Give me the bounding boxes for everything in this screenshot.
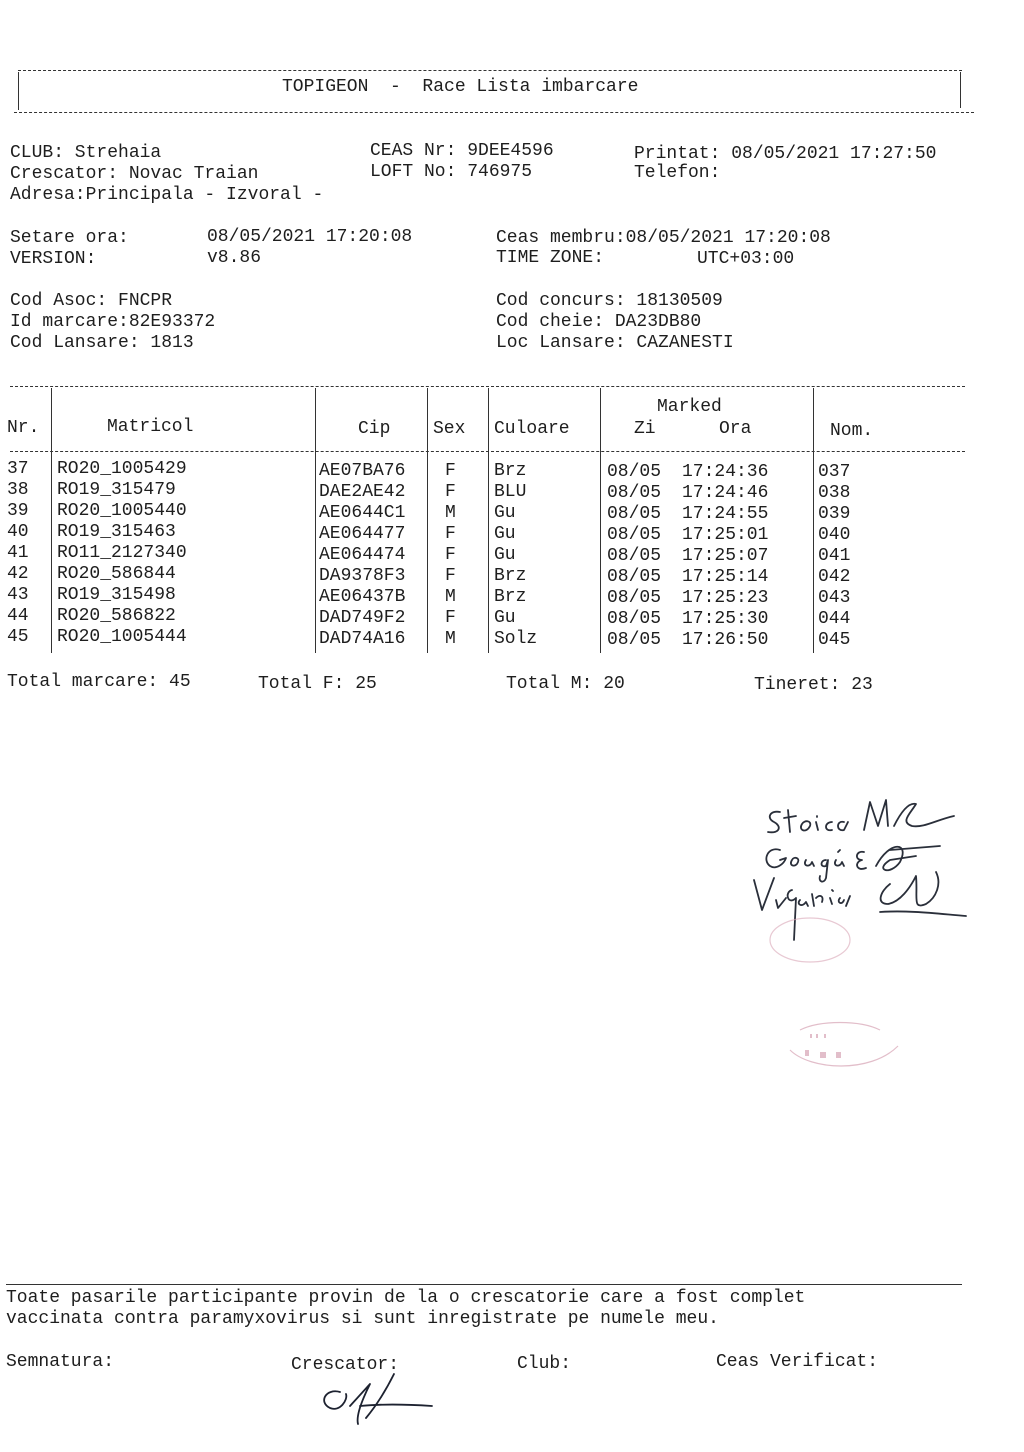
- row-culoare: Gu: [494, 608, 516, 628]
- row-nr: 40: [7, 522, 29, 542]
- tineret: Tineret: 23: [754, 675, 873, 695]
- setare-ora-label: Setare ora:: [10, 228, 129, 248]
- semnatura-label: Semnatura:: [6, 1352, 115, 1372]
- row-zi: 08/05: [607, 630, 662, 650]
- row-cip: AE06437B: [319, 587, 406, 607]
- row-nom: 040: [818, 525, 851, 545]
- row-matricol: RO20_1005444: [57, 627, 187, 647]
- cod-asoc: Cod Asoc: FNCPR: [10, 291, 173, 311]
- row-matricol: RO11_2127340: [57, 543, 187, 563]
- col-header-cip: Cip: [358, 419, 391, 439]
- row-nr: 45: [7, 627, 29, 647]
- footer-rule: [6, 1284, 962, 1285]
- row-sex: F: [445, 524, 456, 544]
- row-zi: 08/05: [607, 525, 662, 545]
- ceas-membru: Ceas membru:08/05/2021 17:20:08: [496, 228, 831, 248]
- row-ora: 17:25:14: [682, 567, 769, 587]
- id-marcare: Id marcare:82E93372: [10, 312, 216, 332]
- ceas-nr: CEAS Nr: 9DEE4596: [370, 141, 554, 161]
- row-sex: F: [445, 482, 456, 502]
- row-cip: AE064477: [319, 524, 406, 544]
- row-nr: 44: [7, 606, 29, 626]
- crescator-signature: [310, 1366, 440, 1436]
- cod-cheie: Cod cheie: DA23DB80: [496, 312, 702, 332]
- row-matricol: RO20_1005440: [57, 501, 187, 521]
- row-ora: 17:25:01: [682, 525, 769, 545]
- row-ora: 17:25:30: [682, 609, 769, 629]
- declaration-line-1: Toate pasarile participante provin de la o crescatorie care a fost complet: [6, 1288, 806, 1308]
- row-culoare: Brz: [494, 461, 527, 481]
- row-cip: DAD749F2: [319, 608, 406, 628]
- row-ora: 17:24:36: [682, 462, 769, 482]
- row-culoare: BLU: [494, 482, 527, 502]
- row-matricol: RO20_1005429: [57, 459, 187, 479]
- row-sex: M: [445, 587, 456, 607]
- row-nom: 038: [818, 483, 851, 503]
- faded-stamp: [780, 1010, 910, 1080]
- col-header-culoare: Culoare: [494, 419, 570, 439]
- row-culoare: Gu: [494, 524, 516, 544]
- row-zi: 08/05: [607, 504, 662, 524]
- row-nr: 39: [7, 501, 29, 521]
- row-nr: 42: [7, 564, 29, 584]
- row-culoare: Brz: [494, 566, 527, 586]
- col-header-nom: Nom.: [830, 421, 874, 441]
- row-ora: 17:25:07: [682, 546, 769, 566]
- row-nom: 044: [818, 609, 851, 629]
- row-sex: F: [445, 608, 456, 628]
- ceas-verificat-label: Ceas Verificat:: [716, 1352, 879, 1372]
- row-nom: 039: [818, 504, 851, 524]
- club-label: Club:: [517, 1354, 572, 1374]
- row-sex: M: [445, 629, 456, 649]
- row-cip: DAD74A16: [319, 629, 406, 649]
- row-cip: AE07BA76: [319, 461, 406, 481]
- col-sep-4: [488, 388, 489, 653]
- col-sep-6: [813, 388, 814, 653]
- table-top-border: [10, 386, 965, 387]
- printat: Printat: 08/05/2021 17:27:50: [634, 144, 937, 164]
- row-culoare: Solz: [494, 629, 538, 649]
- row-cip: AE0644C1: [319, 503, 406, 523]
- row-nom: 042: [818, 567, 851, 587]
- row-nom: 043: [818, 588, 851, 608]
- col-header-matricol: Matricol: [107, 417, 194, 437]
- header-left-border: [18, 72, 19, 110]
- col-header-zi: Zi: [634, 419, 656, 439]
- row-culoare: Gu: [494, 545, 516, 565]
- total-m: Total M: 20: [506, 674, 625, 694]
- col-header-marked: Marked: [657, 397, 722, 417]
- cod-lansare: Cod Lansare: 1813: [10, 333, 194, 353]
- row-sex: M: [445, 503, 456, 523]
- row-cip: AE064474: [319, 545, 406, 565]
- time-zone-value: UTC+03:00: [697, 249, 795, 269]
- crescator-line: Crescator: Novac Traian: [10, 164, 259, 184]
- row-zi: 08/05: [607, 483, 662, 503]
- cod-concurs: Cod concurs: 18130509: [496, 291, 723, 311]
- loft-no: LOFT No: 746975: [370, 162, 533, 182]
- col-sep-3: [427, 388, 428, 653]
- col-header-ora: Ora: [719, 419, 752, 439]
- col-header-nr: Nr.: [7, 418, 40, 438]
- row-matricol: RO20_586822: [57, 606, 176, 626]
- col-sep-1: [51, 388, 52, 653]
- header-right-border: [960, 72, 961, 108]
- total-marcare: Total marcare: 45: [7, 672, 191, 692]
- handwritten-signatures: [740, 780, 990, 980]
- adresa-line: Adresa:Principala - Izvoral -: [10, 185, 324, 205]
- row-zi: 08/05: [607, 588, 662, 608]
- row-nr: 37: [7, 459, 29, 479]
- row-matricol: RO19_315463: [57, 522, 176, 542]
- time-zone-label: TIME ZONE:: [496, 248, 605, 268]
- row-culoare: Brz: [494, 587, 527, 607]
- row-nom: 041: [818, 546, 851, 566]
- row-zi: 08/05: [607, 462, 662, 482]
- row-culoare: Gu: [494, 503, 516, 523]
- header-top-border: [18, 70, 962, 71]
- col-sep-5: [600, 388, 601, 653]
- row-cip: DA9378F3: [319, 566, 406, 586]
- row-nr: 43: [7, 585, 29, 605]
- telefon: Telefon:: [634, 163, 721, 183]
- row-nr: 41: [7, 543, 29, 563]
- row-nr: 38: [7, 480, 29, 500]
- row-ora: 17:25:23: [682, 588, 769, 608]
- declaration-line-2: vaccinata contra paramyxovirus si sunt inregistrate pe numele meu.: [6, 1309, 719, 1329]
- row-sex: F: [445, 461, 456, 481]
- row-zi: 08/05: [607, 546, 662, 566]
- row-cip: DAE2AE42: [319, 482, 406, 502]
- row-zi: 08/05: [607, 567, 662, 587]
- row-sex: F: [445, 566, 456, 586]
- page-title: TOPIGEON - Race Lista imbarcare: [282, 77, 639, 97]
- version-value: v8.86: [207, 248, 262, 268]
- row-ora: 17:26:50: [682, 630, 769, 650]
- row-matricol: RO20_586844: [57, 564, 176, 584]
- col-sep-2: [315, 388, 316, 653]
- row-ora: 17:24:55: [682, 504, 769, 524]
- row-matricol: RO19_315498: [57, 585, 176, 605]
- row-nom: 037: [818, 462, 851, 482]
- header-bottom-border: [14, 112, 974, 113]
- club-line: CLUB: Strehaia: [10, 143, 162, 163]
- version-label: VERSION:: [10, 249, 97, 269]
- row-zi: 08/05: [607, 609, 662, 629]
- row-matricol: RO19_315479: [57, 480, 176, 500]
- crescator-label: Crescator:: [291, 1355, 400, 1375]
- loc-lansare: Loc Lansare: CAZANESTI: [496, 333, 734, 353]
- row-sex: F: [445, 545, 456, 565]
- total-f: Total F: 25: [258, 674, 377, 694]
- row-nom: 045: [818, 630, 851, 650]
- setare-ora-value: 08/05/2021 17:20:08: [207, 227, 413, 247]
- col-header-sex: Sex: [433, 419, 466, 439]
- row-ora: 17:24:46: [682, 483, 769, 503]
